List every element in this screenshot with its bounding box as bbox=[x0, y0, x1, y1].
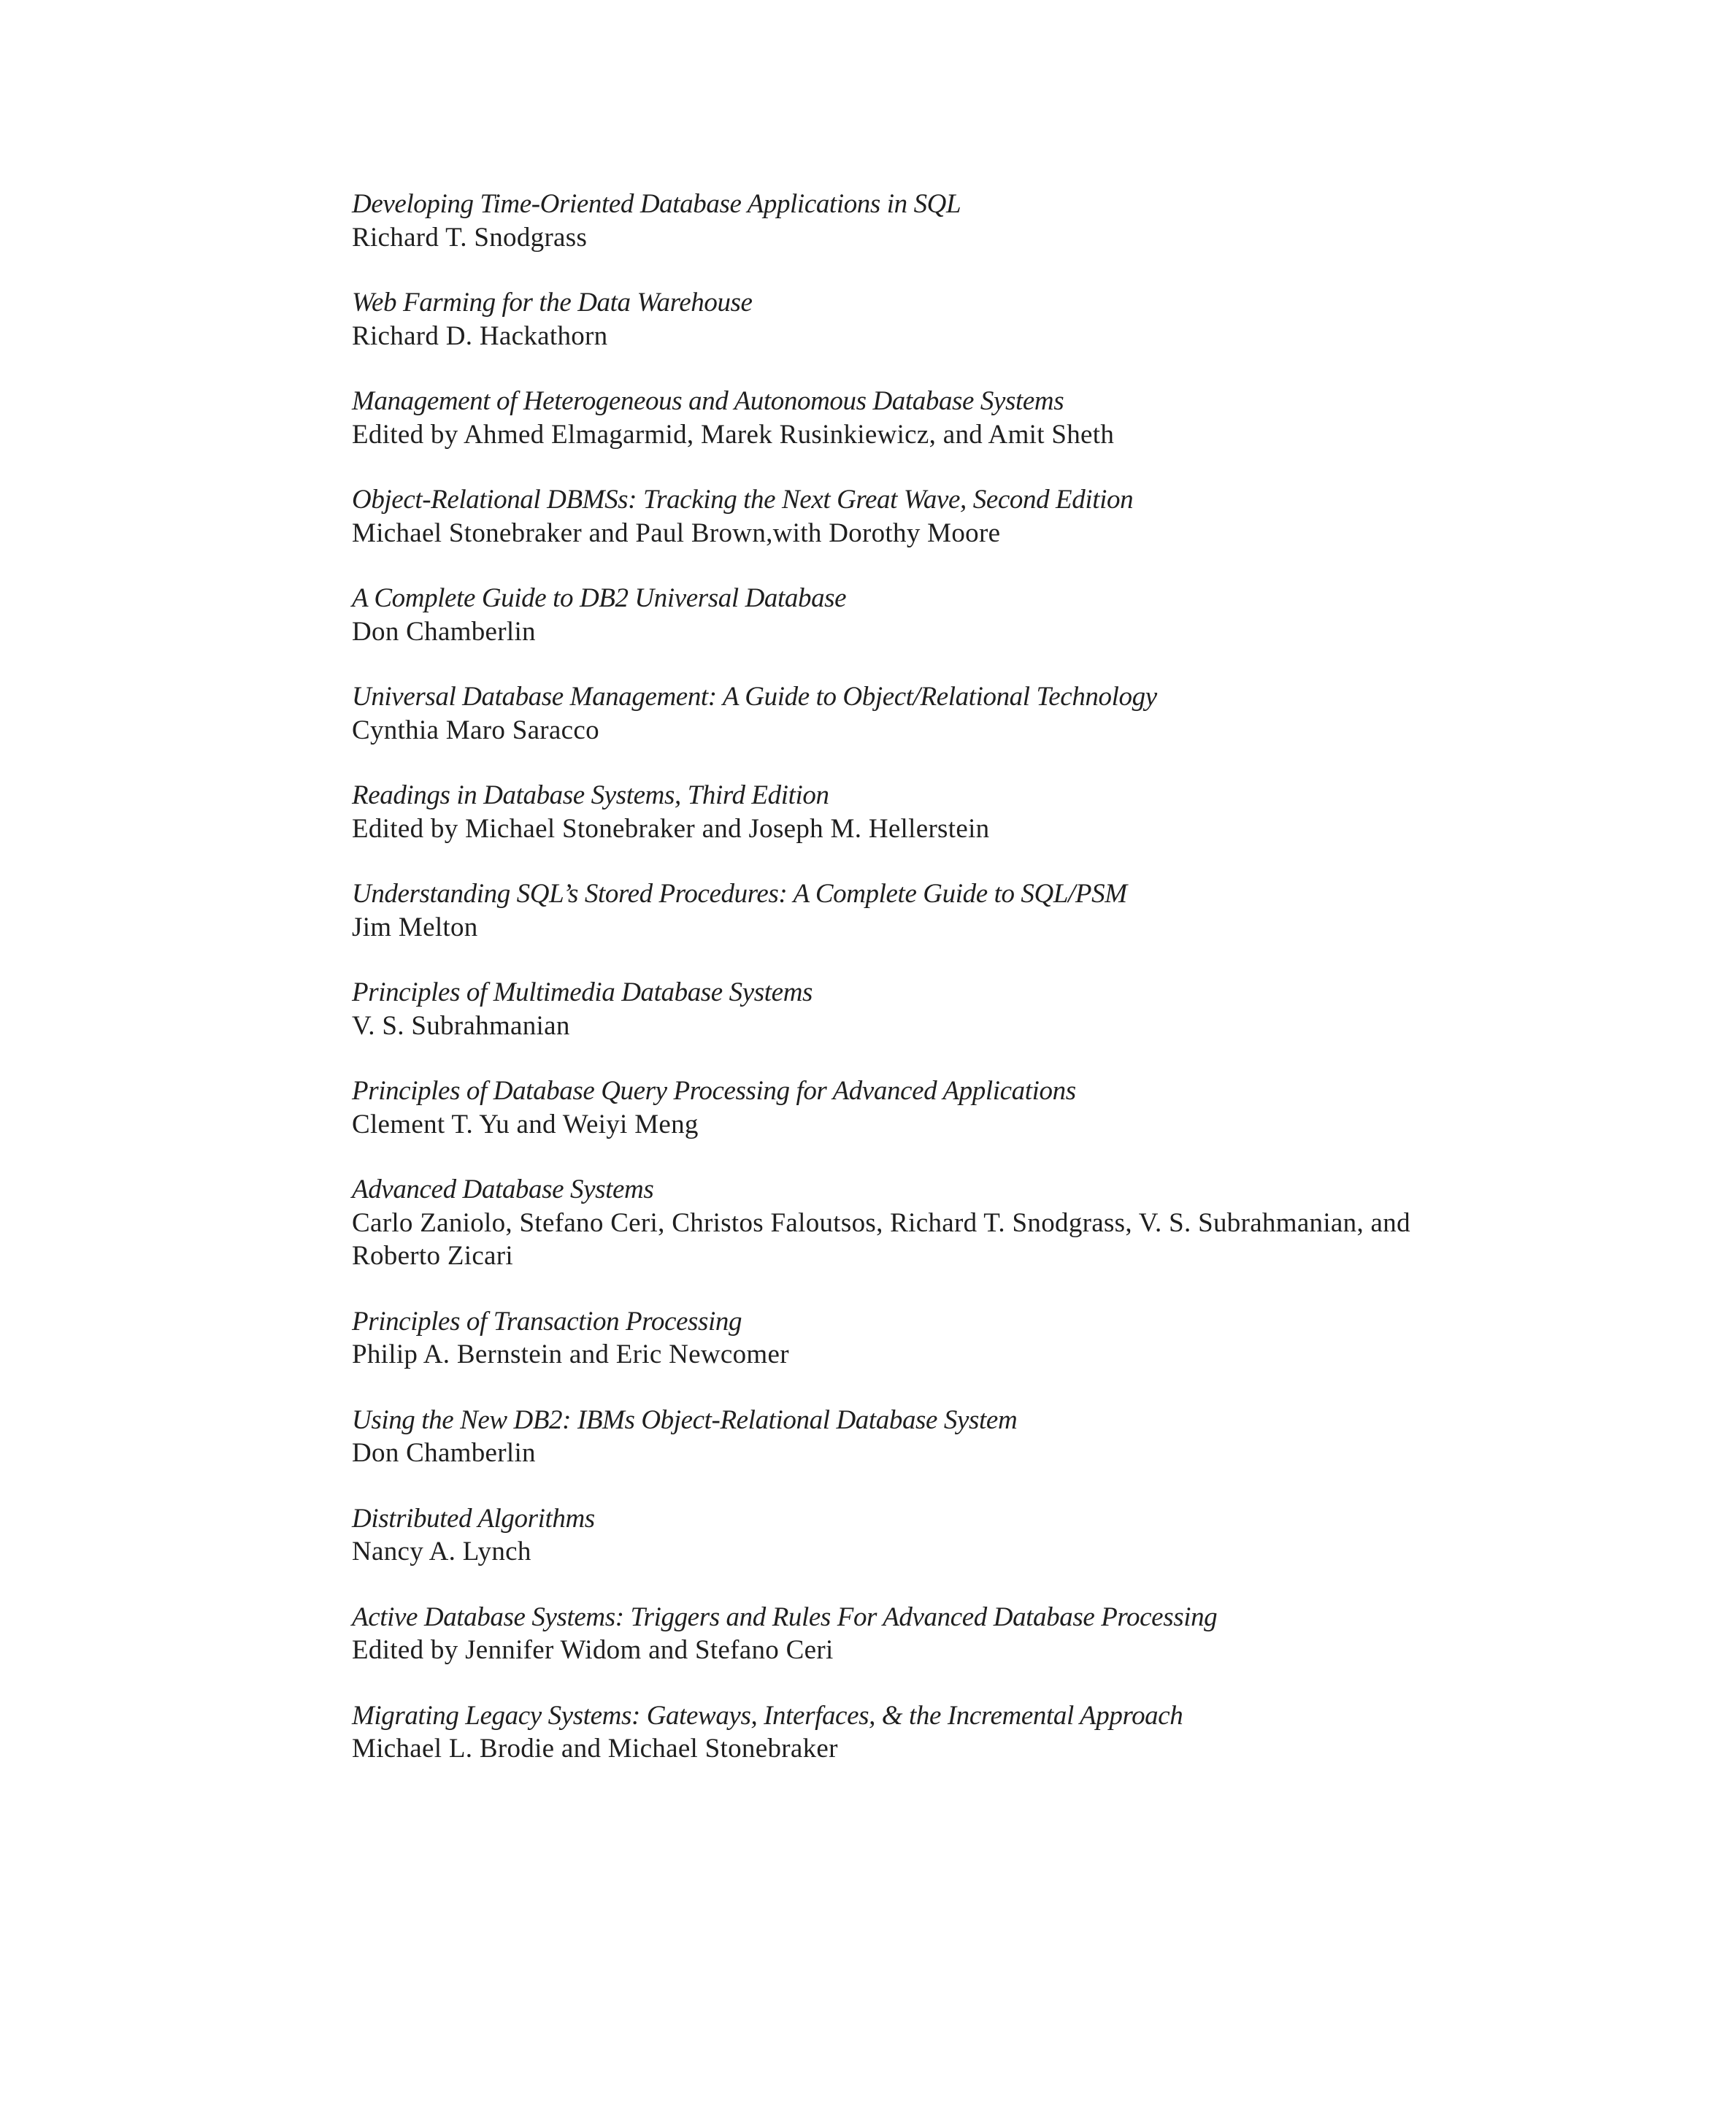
book-entry bbox=[352, 1404, 1491, 1470]
book-entry bbox=[352, 1699, 1491, 1766]
book-entry bbox=[352, 1074, 1491, 1141]
book-title: Principles of Transaction Processing bbox=[352, 1306, 742, 1337]
book-title: Active Database Systems: Triggers and Rules For Advanced Database Processing bbox=[352, 1602, 1218, 1632]
book-title: Using the New DB2: IBMs Object-Relational Database System bbox=[352, 1404, 1018, 1435]
book-authors: Philip A. Bernstein and Eric Newcomer bbox=[352, 1339, 789, 1369]
book-authors: Don Chamberlin bbox=[352, 1438, 536, 1468]
book-entry bbox=[352, 582, 1491, 648]
book-entry bbox=[352, 1305, 1491, 1372]
book-title: Understanding SQL’s Stored Procedures: A Complete Guide to SQL/PSM bbox=[352, 879, 1127, 909]
book-entry bbox=[352, 976, 1491, 1042]
book-title: Principles of Database Query Processing for Advanced Applications bbox=[352, 1076, 1076, 1106]
book-authors: Nancy A. Lynch bbox=[352, 1537, 531, 1566]
book-authors: V. S. Subrahmanian bbox=[352, 1010, 570, 1041]
book-authors: Clement T. Yu and Weiyi Meng bbox=[352, 1109, 699, 1139]
book-title: Universal Database Management: A Guide to Object/Relational Technology bbox=[352, 682, 1157, 712]
book-entry bbox=[352, 877, 1491, 944]
book-authors: Don Chamberlin bbox=[352, 616, 536, 647]
book-authors: Edited by Michael Stonebraker and Joseph M. Hellerstein bbox=[352, 813, 990, 844]
book-title: A Complete Guide to DB2 Universal Database bbox=[352, 583, 847, 613]
book-authors: Cynthia Maro Saracco bbox=[352, 715, 599, 745]
book-authors: Edited by Ahmed Elmagarmid, Marek Rusinkiewicz, and Amit Sheth bbox=[352, 419, 1115, 450]
book-authors: Jim Melton bbox=[352, 912, 478, 942]
book-entry bbox=[352, 188, 1491, 254]
book-title: Migrating Legacy Systems: Gateways, Interfaces, & the Incremental Approach bbox=[352, 1700, 1183, 1731]
book-entry bbox=[352, 1502, 1491, 1569]
book-entry bbox=[352, 385, 1491, 451]
book-title: Web Farming for the Data Warehouse bbox=[352, 288, 753, 318]
book-entry bbox=[352, 779, 1491, 845]
book-entry bbox=[352, 1601, 1491, 1667]
book-title: Principles of Multimedia Database Systems bbox=[352, 977, 813, 1007]
book-list bbox=[352, 188, 1491, 1798]
book-entry bbox=[352, 286, 1491, 353]
book-entry bbox=[352, 483, 1491, 550]
book-title: Management of Heterogeneous and Autonomous Database Systems bbox=[352, 386, 1064, 416]
book-title: Developing Time-Oriented Database Applications in SQL bbox=[352, 189, 961, 219]
book-title: Readings in Database Systems, Third Edition bbox=[352, 780, 829, 810]
book-title: Object-Relational DBMSs: Tracking the Next Great Wave, Second Edition bbox=[352, 485, 1134, 515]
book-authors: Richard D. Hackathorn bbox=[352, 320, 608, 351]
book-authors: Richard T. Snodgrass bbox=[352, 222, 588, 253]
book-authors: Michael L. Brodie and Michael Stonebraker bbox=[352, 1734, 838, 1764]
book-title: Distributed Algorithms bbox=[352, 1503, 595, 1534]
book-entry bbox=[352, 1173, 1491, 1273]
book-authors: Carlo Zaniolo, Stefano Ceri, Christos Faloutsos, Richard T. Snodgrass, V. S. Subrahmanian, and Roberto Zicari bbox=[352, 1207, 1410, 1271]
book-authors: Michael Stonebraker and Paul Brown,with Dorothy Moore bbox=[352, 518, 1001, 548]
book-authors: Edited by Jennifer Widom and Stefano Ceri bbox=[352, 1635, 834, 1665]
book-entry bbox=[352, 680, 1491, 747]
book-title: Advanced Database Systems bbox=[352, 1174, 654, 1204]
